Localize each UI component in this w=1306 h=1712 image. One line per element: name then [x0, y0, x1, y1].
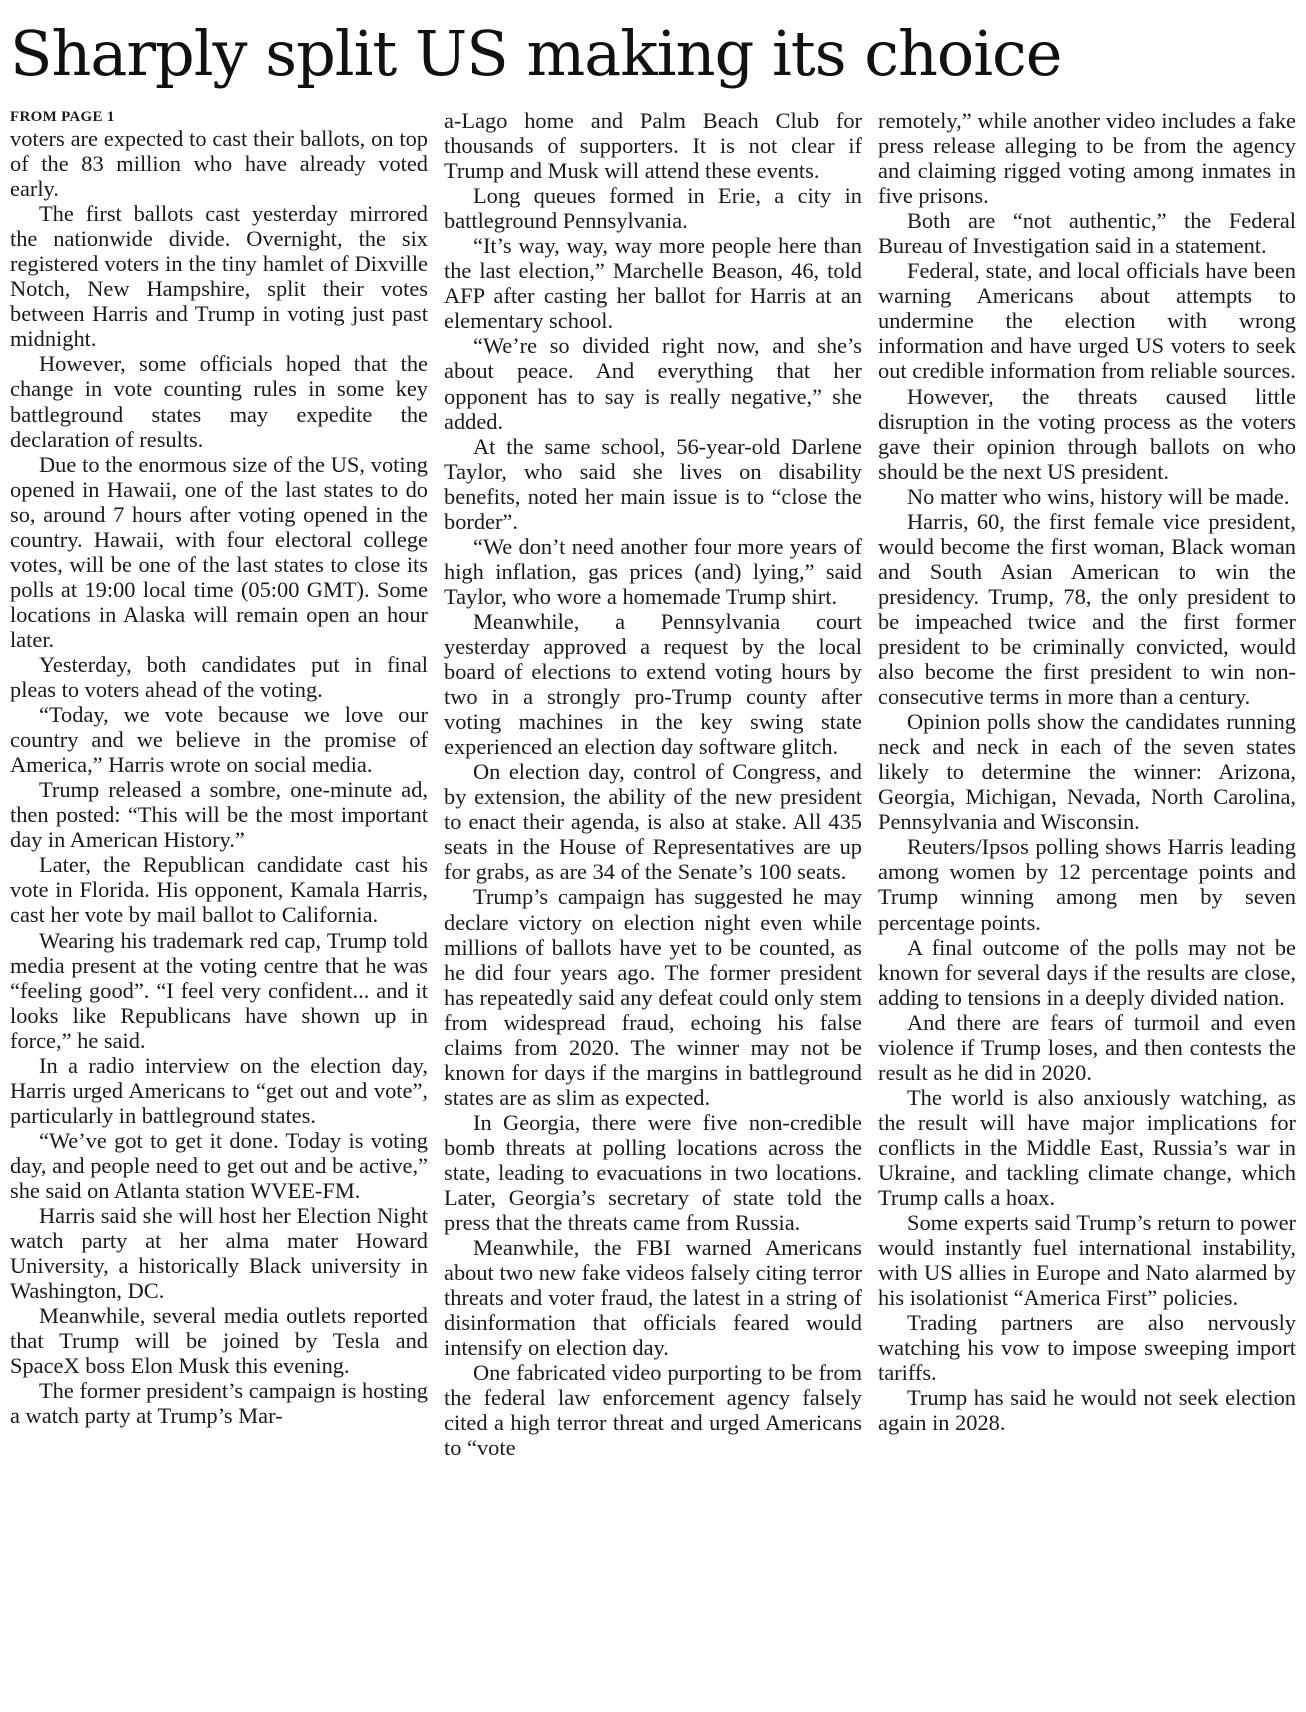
article-paragraph: The world is also anxiously watching, as the result will have major implications for conflicts in the Middle East, Russia’s war in Ukraine, and tackling climate change, which Trump calls a hoax.	[878, 1084, 1296, 1211]
article-paragraph: The first ballots cast yesterday mirrored the nationwide divide. Overnight, the six registered voters in the tiny hamlet of Dixville Notch, New Hampshire, split their votes between Harris and Trump in voting just past midnight.	[10, 201, 428, 352]
article-paragraph: Reuters/Ipsos polling shows Harris leading among women by 12 percentage points and Trump winning among men by seven percentage points.	[878, 834, 1296, 935]
article-paragraph: “Today, we vote because we love our country and we believe in the promise of America,” Harris wrote on social media.	[10, 702, 428, 778]
article-paragraph: Trump has said he would not seek election again in 2028.	[878, 1385, 1296, 1436]
column-3	[878, 108, 1296, 1704]
article-paragraph: Meanwhile, several media outlets reported that Trump will be joined by Tesla and SpaceX boss Elon Musk this evening.	[10, 1303, 428, 1379]
article-paragraph: No matter who wins, history will be made.	[907, 483, 1290, 509]
article-paragraph: On election day, control of Congress, and by extension, the ability of the new president to enact their agenda, is also at stake. All 435 seats in the House of Representatives are up for grabs, as are 34 of the Senate’s 100 seats.	[444, 759, 862, 885]
article-paragraph: Trump released a sombre, one-minute ad, then posted: “This will be the most important day in American History.”	[10, 777, 428, 853]
article-paragraph: And there are fears of turmoil and even violence if Trump loses, and then contests the result as he did in 2020.	[878, 1009, 1296, 1085]
article-paragraph: One fabricated video purporting to be from the federal law enforcement agency falsely cited a high terror threat and urged Americans to “vote	[444, 1360, 862, 1461]
article-paragraph: Opinion polls show the candidates running neck and neck in each of the seven states likely to determine the winner: Arizona, Georgia, Michigan, Nevada, North Carolina, Pennsylvania and Wisconsin.	[878, 709, 1296, 835]
article-paragraph: Some experts said Trump’s return to power would instantly fuel international instability, with US allies in Europe and Nato alarmed by his isolationist “America First” policies.	[878, 1210, 1296, 1311]
article-paragraph: Harris said she will host her Election Night watch party at her alma mater Howard University, a historically Black university in Washington, DC.	[10, 1203, 428, 1304]
article-paragraph: remotely,” while another video includes a fake press release alleging to be from the agency and claiming rigged voting among inmates in five prisons.	[878, 108, 1296, 209]
article-paragraph: Wearing his trademark red cap, Trump told media present at the voting centre that he was “feeling good”. “I feel very confident... and it looks like Republicans have shown up in force,” he said.	[10, 927, 428, 1053]
article-paragraph: “We don’t need another four more years of high inflation, gas prices (and) lying,” said Taylor, who wore a homemade Trump shirt.	[444, 533, 862, 609]
article-paragraph: Later, the Republican candidate cast his vote in Florida. His opponent, Kamala Harris, cast her vote by mail ballot to California.	[10, 852, 428, 928]
article-paragraph: A final outcome of the polls may not be known for several days if the results are close, adding to tensions in a deeply divided nation.	[878, 934, 1296, 1010]
article-paragraph: Harris, 60, the first female vice president, would become the first woman, Black woman and South Asian American to win the presidency. Trump, 78, the only president to be impeached twice and the first former president to be criminally convicted, would also become the first president to win non-consecutive terms in more than a century.	[878, 508, 1296, 710]
article-paragraph: voters are expected to cast their ballots, on top of the 83 million who have already voted early.	[10, 126, 428, 202]
article-paragraph: Federal, state, and local officials have been warning Americans about attempts to undermine the election with wrong information and have urged US voters to seek out credible information from reliable sources.	[878, 258, 1296, 384]
article-paragraph: At the same school, 56-year-old Darlene Taylor, who said she lives on disability benefits, noted her main issue is to “close the border”.	[444, 433, 862, 534]
article-paragraph: However, some officials hoped that the change in vote counting rules in some key battleground states may expedite the declaration of results.	[10, 351, 428, 452]
article-paragraph: “It’s way, way, way more people here than the last election,” Marchelle Beason, 46, told AFP after casting her ballot for Harris at an elementary school.	[444, 233, 862, 334]
headline: Sharply split US making its choice	[10, 17, 1062, 90]
article-paragraph: In a radio interview on the election day, Harris urged Americans to “get out and vote”, particularly in battleground states.	[10, 1052, 428, 1128]
article-paragraph: Yesterday, both candidates put in final pleas to voters ahead of the voting.	[10, 651, 428, 703]
article-paragraph: The former president’s campaign is hosting a watch party at Trump’s Mar-	[10, 1378, 428, 1429]
article-paragraph: “We’ve got to get it done. Today is voting day, and people need to get out and be active,” she said on Atlanta station WVEE-FM.	[10, 1127, 428, 1203]
column-2	[444, 108, 862, 1704]
article-paragraph: Meanwhile, a Pennsylvania court yesterday approved a request by the local board of elections to extend voting hours by two in a strongly pro-Trump county after voting machines in the key swing state experienced an election day software glitch.	[444, 608, 862, 760]
article-paragraph: Meanwhile, the FBI warned Americans about two new fake videos falsely citing terror threats and voter fraud, the latest in a string of disinformation that officials feared would intensify on election day.	[444, 1235, 862, 1361]
article-paragraph: Due to the enormous size of the US, voting opened in Hawaii, one of the last states to do so, around 7 hours after voting opened in the country. Hawaii, with four electoral college votes, will be one of the last states to close its polls at 19:00 local time (05:00 GMT). Some locations in Alaska will remain open an hour later.	[10, 451, 428, 652]
article-paragraph: Trump’s campaign has suggested he may declare victory on election night even while millions of ballots have yet to be counted, as he did four years ago. The former president has repeatedly said any defeat could only stem from widespread fraud, echoing his false claims from 2020. The winner may not be known for days if the margins in battleground states are as slim as expected.	[444, 884, 862, 1110]
article-body	[10, 108, 1296, 1704]
column-1	[10, 108, 428, 1704]
article-paragraph: In Georgia, there were five non-credible bomb threats at polling locations across the state, leading to evacuations in two locations. Later, Georgia’s secretary of state told the press that the threats came from Russia.	[444, 1109, 862, 1236]
article-paragraph: a-Lago home and Palm Beach Club for thousands of supporters. It is not clear if Trump and Musk will attend these events.	[444, 108, 862, 184]
article-paragraph: “We’re so divided right now, and she’s about peace. And everything that her opponent has to say is really negative,” she added.	[444, 333, 862, 434]
article-paragraph: Trading partners are also nervously watching his vow to impose sweeping import tariffs.	[878, 1310, 1296, 1386]
article-paragraph: Long queues formed in Erie, a city in battleground Pennsylvania.	[444, 183, 862, 234]
article-paragraph: However, the threats caused little disruption in the voting process as the voters gave their opinion through ballots on who should be the next US president.	[878, 383, 1296, 484]
continuation-kicker: FROM PAGE 1	[10, 109, 115, 125]
article-paragraph: Both are “not authentic,” the Federal Bureau of Investigation said in a statement.	[878, 208, 1296, 259]
